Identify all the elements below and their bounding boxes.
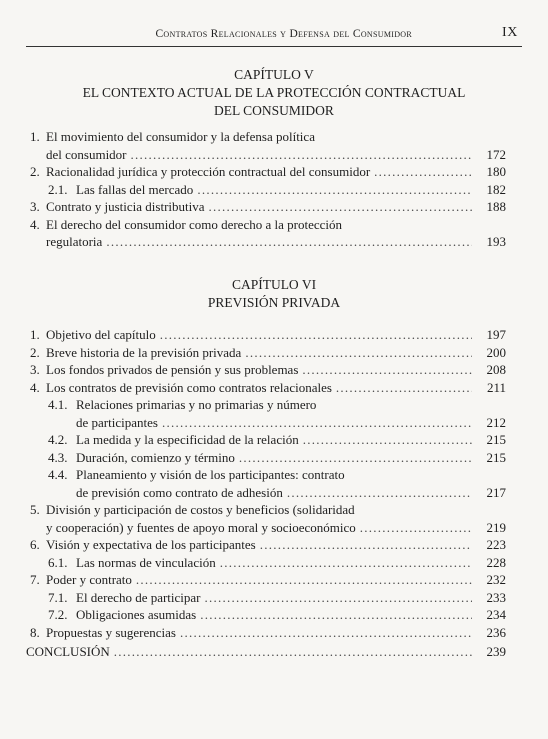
toc-entry-number: 7.1. [48,589,68,605]
toc-entry[interactable] [30,181,506,199]
toc-entry-page: 188 [486,199,506,214]
toc-entry-number: 4. [30,216,40,232]
toc-entry-number: 3. [30,362,40,377]
toc-entry-number: 1. [30,129,40,144]
leader-dots [197,181,472,199]
toc-entry-title: Los contratos de previsión como contratos relacionales [46,379,332,395]
leader-dots [303,431,472,449]
toc-entry-number: 4.3. [48,449,68,465]
toc-entry-conclusion[interactable] [26,643,506,661]
toc-entry-page: 232 [486,572,506,587]
toc-entry-title: La medida y la especificidad de la relación [76,432,299,447]
toc-entry-title: Poder y contrato [46,572,132,587]
chapter-6-label: CAPÍTULO VI [231,277,317,292]
toc-entry-title: Las fallas del mercado [76,181,194,197]
chapter-5-title-line-2: DEL CONSUMIDOR [214,103,334,118]
toc-entry[interactable] [30,466,506,501]
toc-entry-title-line-1: El derecho del consumidor como derecho a la protección [46,216,342,232]
toc-entry-page: 180 [486,164,506,179]
toc-entry[interactable] [30,198,506,216]
toc-entry-number: 6.1. [48,554,68,570]
toc-entry-title-line-1: Relaciones primarias y no primarias y número [76,397,317,412]
toc-entry-number: 2. [30,344,40,360]
leader-dots [160,326,472,344]
chapter-5-toc [30,128,506,251]
toc-entry[interactable] [30,379,506,397]
toc-entry-number: 8. [30,624,40,640]
leader-dots [220,554,472,572]
toc-entry[interactable] [30,396,506,431]
running-header [26,22,522,47]
leader-dots [209,198,472,216]
toc-entry-title: Las normas de vinculación [76,554,216,570]
toc-entry-page: 172 [486,146,506,162]
toc-entry-page: 182 [486,181,506,197]
toc-entry[interactable] [30,554,506,572]
toc-entry-number: 1. [30,327,40,342]
toc-entry-number: 4. [30,379,40,395]
toc-entry-title: del consumidor [46,146,127,162]
leader-dots [336,379,472,397]
toc-entry-page: 239 [486,644,506,659]
toc-entry-page: 223 [486,537,506,552]
leader-dots [106,233,472,251]
leader-dots [205,589,472,607]
toc-entry-number: 7. [30,572,40,587]
toc-entry-page: 211 [486,379,506,395]
toc-entry-page: 208 [486,362,506,377]
toc-entry-page: 215 [486,432,506,447]
toc-entry-number: 6. [30,537,40,552]
header-title: Contratos Relacionales y Defensa del Consumidor [155,28,412,40]
toc-entry-page: 219 [486,519,506,535]
toc-entry[interactable] [30,128,506,163]
toc-entry[interactable] [30,361,506,379]
toc-entry-number: 4.2. [48,432,68,447]
leader-dots [239,449,472,467]
toc-entry-page: 200 [486,344,506,360]
toc-entry-title: Visión y expectativa de los participantes [46,537,256,552]
toc-entry-number: 7.2. [48,607,68,622]
toc-entry-title-line-1: El movimiento del consumidor y la defensa política [46,129,315,144]
leader-dots [200,606,472,624]
chapter-5-title-line-1: EL CONTEXTO ACTUAL DE LA PROTECCIÓN CONTRACTUAL [82,85,466,100]
toc-entry-page: 236 [486,624,506,640]
toc-entry[interactable] [30,163,506,181]
toc-entry-page: 228 [486,554,506,570]
chapter-5-label: CAPÍTULO V [234,67,314,82]
chapter-6-title-line-1: PREVISIÓN PRIVADA [207,295,341,310]
toc-entry-title: CONCLUSIÓN [26,644,110,659]
toc-entry-title: de previsión como contrato de adhesión [76,484,283,500]
toc-entry[interactable] [30,501,506,536]
toc-entry[interactable] [30,536,506,554]
toc-entry-page: 215 [486,449,506,465]
toc-entry-title: regulatoria [46,234,103,249]
toc-entry-title: y cooperación) y fuentes de apoyo moral y socioeconómico [46,519,356,535]
toc-entry[interactable] [30,431,506,449]
leader-dots [180,624,472,642]
toc-entry-number: 2. [30,164,40,179]
leader-dots [245,344,472,362]
toc-entry-number: 2.1. [48,181,68,197]
leader-dots [136,571,472,589]
toc-entry[interactable] [30,589,506,607]
toc-entry[interactable] [30,216,506,251]
toc-entry[interactable] [30,571,506,589]
toc-entry[interactable] [30,344,506,362]
toc-entry[interactable] [30,624,506,642]
toc-entry-number: 4.1. [48,397,68,412]
toc-entry-title: Los fondos privados de pensión y sus problemas [46,362,299,377]
chapter-5-heading [26,66,522,120]
leader-dots [302,361,472,379]
toc-entry[interactable] [30,606,506,624]
toc-entry-title-line-1: Planeamiento y visión de los participantes: contrato [76,467,345,482]
leader-dots [260,536,472,554]
chapter-6-heading [26,276,522,312]
toc-entry-title: Obligaciones asumidas [76,607,197,622]
toc-entry-title: Racionalidad jurídica y protección contractual del consumidor [46,164,371,179]
leader-dots [374,163,472,181]
toc-entry-page: 233 [486,589,506,605]
leader-dots [287,484,472,502]
toc-entry-title: Propuestas y sugerencias [46,624,176,640]
toc-entry-title: Breve historia de la previsión privada [46,344,242,360]
toc-entry-page: 234 [486,607,506,622]
toc-entry-title: de participantes [76,414,158,430]
toc-entry-title: El derecho de participar [76,589,201,605]
toc-entry-number: 5. [30,502,40,517]
toc-entry-title-line-1: División y participación de costos y beneficios (solidaridad [46,502,355,517]
leader-dots [360,519,472,537]
toc-entry-page: 197 [486,327,506,342]
toc-entry-title: Duración, comienzo y término [76,449,235,465]
leader-dots [131,146,472,164]
toc-entry-page: 193 [486,234,506,249]
toc-entry[interactable] [30,326,506,344]
toc-entry-title: Objetivo del capítulo [46,327,156,342]
toc-entry-number: 3. [30,199,40,214]
toc-entry-page: 217 [486,484,506,500]
leader-dots [114,643,472,661]
leader-dots [162,414,472,432]
chapter-6-toc [30,326,506,641]
toc-entry-title: Contrato y justicia distributiva [46,199,205,214]
toc-entry-page: 212 [486,414,506,430]
conclusion-toc [26,643,506,661]
toc-entry-number: 4.4. [48,467,68,482]
toc-entry[interactable] [30,449,506,467]
header-page-number: IX [502,25,518,40]
